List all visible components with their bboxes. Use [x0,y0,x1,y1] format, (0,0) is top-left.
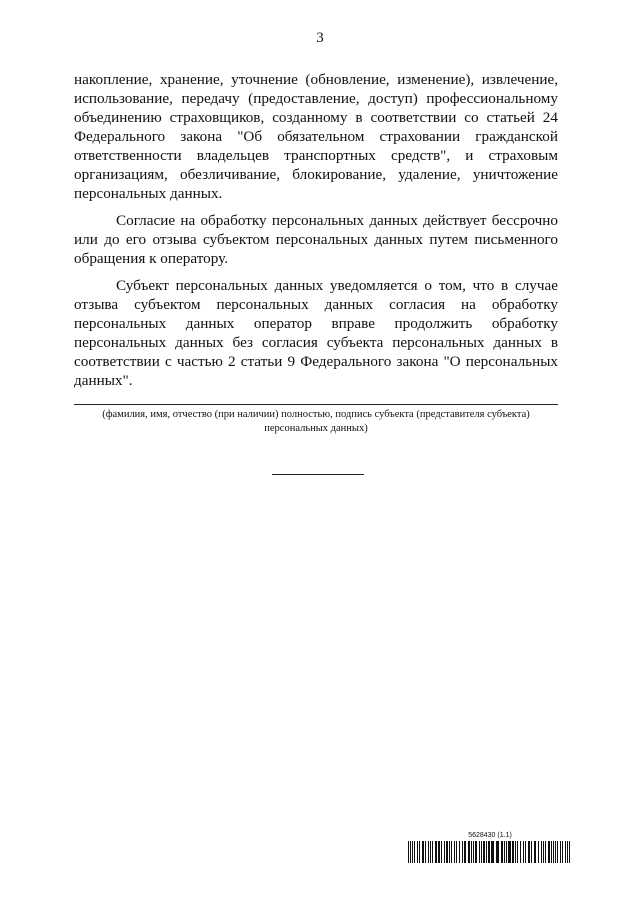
barcode-icon [408,841,572,863]
paragraph-processing-list: накопление, хранение, уточнение (обновление, изменение), извлечение, использование, передачу (предоставление, доступ) профессиональному объединению страховщиков, созданному в соответствии со статьей 24 Федерального закона "Об обязательном страховании гражданской ответственности владельцев транспортных средств", и страховым организациям, обезличивание, блокирование, удаление, уничтожение персональных данных. [74,71,558,202]
document-body [74,70,558,398]
paragraph-withdrawal-notice: Субъект персональных данных уведомляется о том, что в случае отзыва субъектом персональных данных согласия на обработку персональных данных оператор вправе продолжить обработку персональных данных без согласия субъекта персональных данных в соответствии с частью 2 статьи 9 Федерального закона "О персональных данных". [74,277,558,389]
end-rule [272,474,364,475]
signature-caption-line-2: персональных данных) [264,423,368,434]
signature-caption-line-1: (фамилия, имя, отчество (при наличии) полностью, подпись субъекта (представителя субъекта) [102,409,530,420]
signature-caption [74,408,558,436]
paragraph-consent-duration: Согласие на обработку персональных данных действует бессрочно или до его отзыва субъектом персональных данных путем письменного обращения к оператору. [74,212,558,267]
signature-line [74,404,558,405]
barcode-label: 5628430 (1.1) [468,832,512,839]
page-number: 3 [316,30,324,46]
